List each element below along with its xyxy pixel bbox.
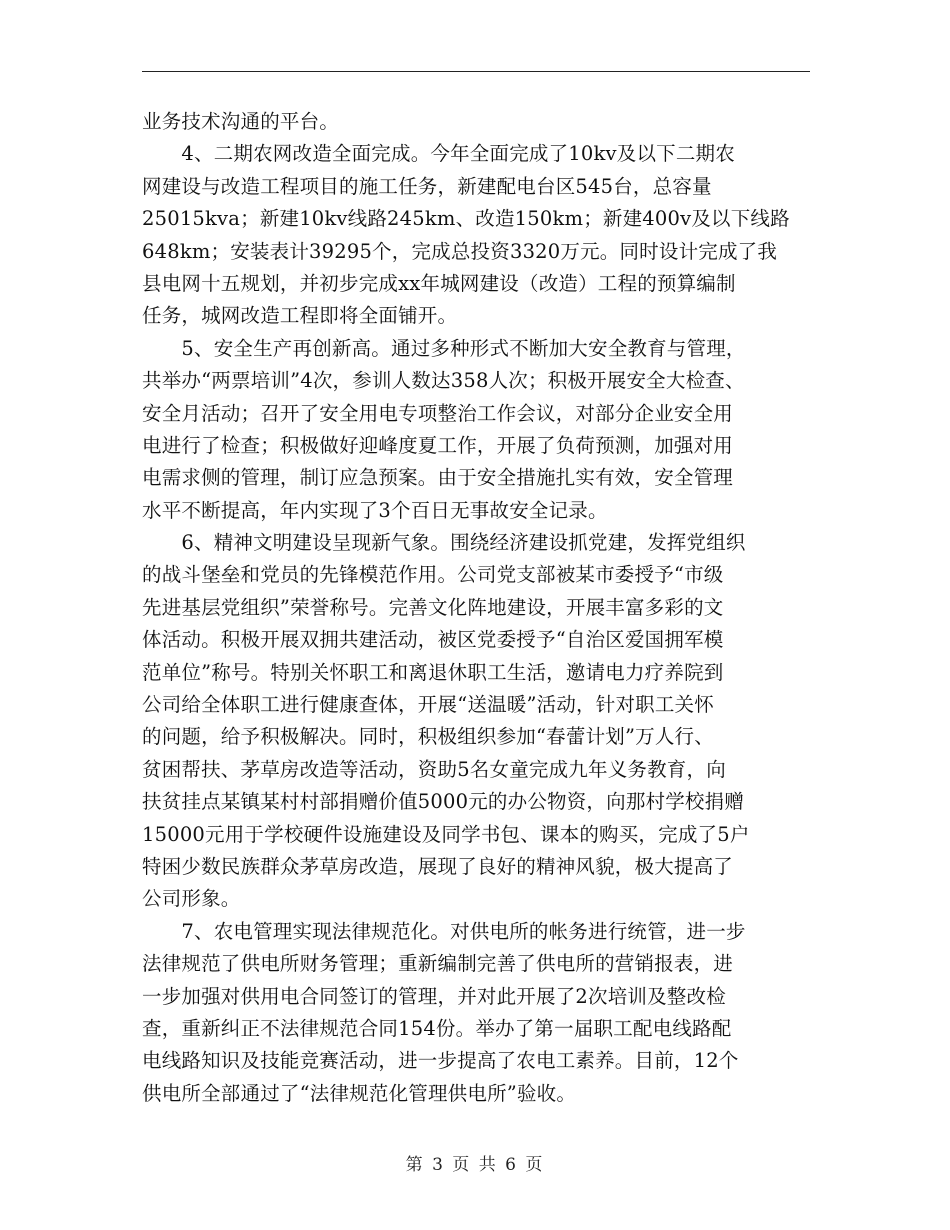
text-line: 特困少数民族群众茅草房改造，展现了良好的精神风貌，极大提高了 <box>142 854 734 878</box>
text-line: 15000元用于学校硬件设施建设及同学书包、课本的购买，完成了5户 <box>142 822 750 846</box>
text-line: 公司给全体职工进行健康查体，开展“送温暖”活动，针对职工关怀 <box>142 693 714 717</box>
text-line: 贫困帮扶、茅草房改造等活动，资助5名女童完成九年义务教育，向 <box>142 757 726 781</box>
text-line: 查，重新纠正不法律规范合同154份。举办了第一届职工配电线路配 <box>142 1016 732 1040</box>
text-line: 任务，城网改造工程即将全面铺开。 <box>142 304 458 328</box>
text-line: 业务技术沟通的平台。 <box>142 110 340 133</box>
text-line: 5、安全生产再创新高。通过多种形式不断加大安全教育与管理， <box>142 336 746 360</box>
text-line: 的问题，给予积极解决。同时，积极组织参加“春蕾计划”万人行、 <box>142 725 714 749</box>
page-number-footer: 第 3 页 共 6 页 <box>405 1155 545 1175</box>
body-text <box>142 106 822 1110</box>
text-line: 水平不断提高，年内实现了3个百日无事故安全记录。 <box>142 498 608 522</box>
text-line: 扶贫挂点某镇某村村部捐赠价值5000元的办公物资，向那村学校捐赠 <box>142 790 745 814</box>
text-line: 6、精神文明建设呈现新气象。围绕经济建设抓党建，发挥党组织 <box>142 531 746 555</box>
text-line: 范单位”称号。特别关怀职工和离退休职工生活，邀请电力疗养院到 <box>142 660 724 684</box>
text-line: 电需求侧的管理，制订应急预案。由于安全措施扎实有效，安全管理 <box>142 466 734 490</box>
text-line: 供电所全部通过了“法律规范化管理供电所”验收。 <box>142 1081 577 1105</box>
text-line: 电进行了检查；积极做好迎峰度夏工作，开展了负荷预测，加强对用 <box>142 433 734 457</box>
text-line: 体活动。积极开展双拥共建活动，被区党委授予“自治区爱国拥军模 <box>142 628 724 652</box>
text-line: 共举办“两票培训”4次，参训人数达358人次；积极开展安全大检查、 <box>142 369 745 393</box>
text-line: 安全月活动；召开了安全用电专项整治工作会议，对部分企业安全用 <box>142 401 734 425</box>
text-line: 648km；安装表计39295个，完成总投资3320万元。同时设计完成了我 <box>142 239 778 263</box>
text-line: 的战斗堡垒和党员的先锋模范作用。公司党支部被某市委授予“市级 <box>142 563 724 587</box>
text-line: 电线路知识及技能竞赛活动，进一步提高了农电工素养。目前，12个 <box>142 1049 739 1073</box>
text-line: 网建设与改造工程项目的施工任务，新建配电台区545台，总容量 <box>142 174 712 198</box>
text-line: 公司形象。 <box>142 887 241 911</box>
text-line: 先进基层党组织”荣誉称号。完善文化阵地建设，开展丰富多彩的文 <box>142 595 724 619</box>
text-line: 法律规范了供电所财务管理；重新编制完善了供电所的营销报表，进 <box>142 952 734 976</box>
text-line: 25015kva；新建10kv线路245km、改造150km；新建400v及以下线路 <box>142 207 790 231</box>
text-line: 一步加强对供用电合同签订的管理，并对此开展了2次培训及整改检 <box>142 984 726 1008</box>
text-line: 7、农电管理实现法律规范化。对供电所的帐务进行统管，进一步 <box>142 919 746 943</box>
header-rule <box>142 71 810 72</box>
text-line: 县电网十五规划，并初步完成xx年城网建设（改造）工程的预算编制 <box>142 271 736 295</box>
text-line: 4、二期农网改造全面完成。今年全面完成了10kv及以下二期农 <box>142 142 735 166</box>
